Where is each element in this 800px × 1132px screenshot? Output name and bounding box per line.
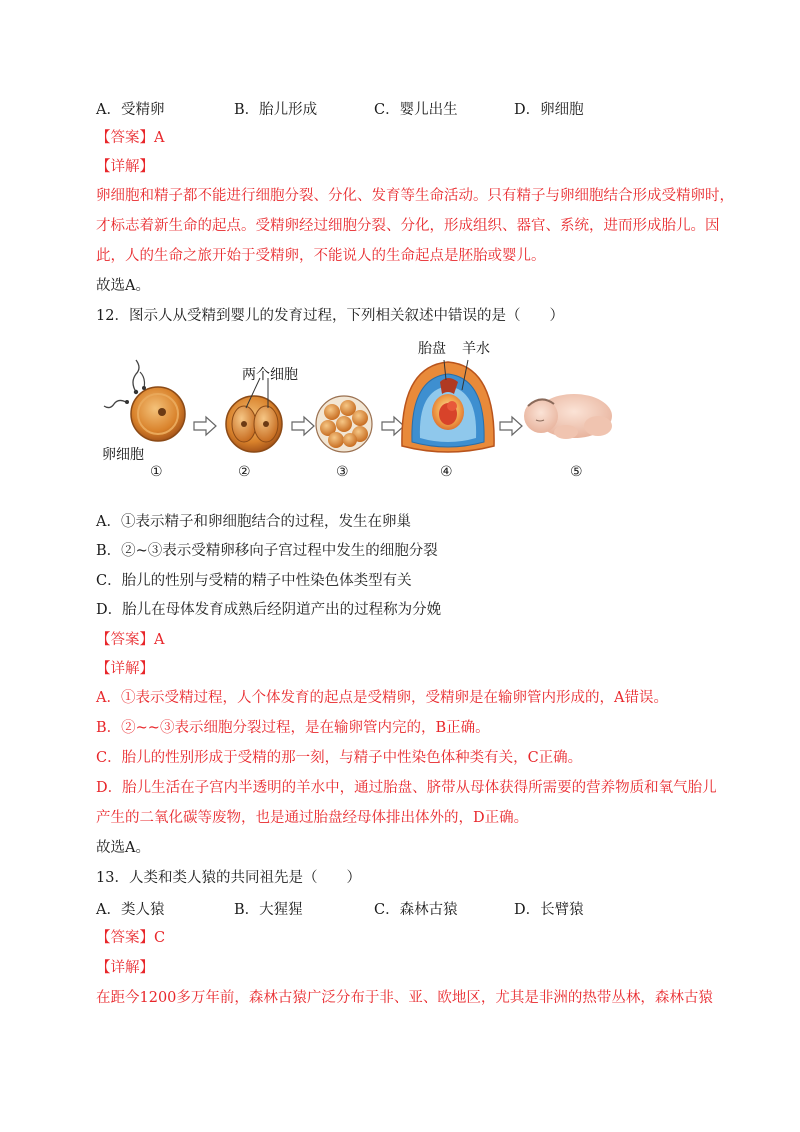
development-illustration — [96, 334, 636, 484]
q12-stem: 12．图示人从受精到婴儿的发育过程，下列相关叙述中错误的是（ ） — [96, 308, 564, 324]
q11-option-a: A．受精卵 — [96, 102, 165, 118]
q13-stem: 13．人类和类人猿的共同祖先是（ ） — [96, 870, 361, 886]
q11-option-c: C．婴儿出生 — [374, 102, 458, 118]
q12-option-c: C．胎儿的性别与受精的精子中性染色体类型有关 — [96, 573, 412, 589]
label-placenta: 胎盘 — [418, 341, 446, 357]
q12-detail-line: B．②~~③表示细胞分裂过程，是在输卵管内完的，B正确。 — [96, 720, 490, 736]
q13-detail-line: 在距今1200多万年前，森林古猿广泛分布于非、亚、欧地区，尤其是非洲的热带丛林，森林古猿 — [96, 990, 713, 1006]
q11-detail-line: 此，人的生命之旅开始于受精卵，不能说人的生命起点是胚胎或婴儿。 — [96, 248, 546, 264]
step-number: ⑤ — [570, 464, 583, 480]
q12-option-b: B．②~③表示受精卵移向子宫过程中发生的细胞分裂 — [96, 543, 438, 559]
q12-detail-line: A．①表示受精过程，人个体发育的起点是受精卵，受精卵是在输卵管内形成的，A错误。 — [96, 690, 668, 706]
label-amniotic-fluid: 羊水 — [462, 341, 490, 357]
development-figure — [96, 334, 636, 484]
q11-answer — [96, 128, 164, 148]
step-number: ③ — [336, 464, 349, 480]
q12-answer — [96, 630, 164, 650]
stage-4-uterus — [402, 360, 494, 452]
q11-detail-line: 卵细胞和精子都不能进行细胞分裂、分化、发育等生命活动。只有精子与卵细胞结合形成受精卵时， — [96, 188, 734, 204]
q11-detail-label: 【详解】 — [96, 159, 154, 175]
q11-answer-label: 【答案】 — [96, 130, 154, 146]
q13-option-a: A．类人猿 — [96, 902, 165, 918]
stage-5-baby — [524, 394, 612, 439]
stage-3-morula — [316, 396, 372, 452]
arrow-icon — [500, 417, 522, 435]
q11-option-d: D．卵细胞 — [514, 102, 584, 118]
q13-answer-label: 【答案】 — [96, 930, 154, 946]
q13-option-d: D．长臂猿 — [514, 902, 584, 918]
q13-option-c: C．森林古猿 — [374, 902, 458, 918]
q12-answer-label: 【答案】 — [96, 632, 154, 648]
q11-detail-line: 才标志着新生命的起点。受精卵经过细胞分裂、分化，形成组织、器官、系统，进而形成胎儿。因 — [96, 218, 720, 234]
stage-1-egg — [104, 360, 185, 441]
step-number: ④ — [440, 464, 453, 480]
step-number: ② — [238, 464, 251, 480]
q12-detail-line: D．胎儿生活在子宫内半透明的羊水中，通过胎盘、脐带从母体获得所需要的营养物质和氧气胎儿 — [96, 780, 717, 796]
arrow-icon — [292, 417, 314, 435]
label-egg-cell: 卵细胞 — [102, 447, 144, 463]
q13-option-b: B．大猩猩 — [234, 902, 303, 918]
q12-detail-label: 【详解】 — [96, 661, 154, 677]
label-two-cells: 两个细胞 — [242, 367, 298, 383]
q13-answer-value: C — [154, 930, 166, 946]
arrow-icon — [194, 417, 216, 435]
q12-detail-line: C．胎儿的性别形成于受精的那一刻，与精子中性染色体种类有关，C正确。 — [96, 750, 583, 766]
q11-conclusion: 故选A。 — [96, 278, 150, 294]
arrow-icon — [382, 417, 404, 435]
q12-answer-value: A — [154, 632, 165, 648]
stage-2-two-cells — [226, 378, 282, 452]
q12-option-d: D．胎儿在母体发育成熟后经阴道产出的过程称为分娩 — [96, 602, 442, 618]
q13-answer — [96, 928, 165, 948]
q11-option-b: B．胎儿形成 — [234, 102, 318, 118]
q12-conclusion: 故选A。 — [96, 840, 150, 856]
step-number: ① — [150, 464, 163, 480]
q13-detail-label: 【详解】 — [96, 960, 154, 976]
q12-option-a: A．①表示精子和卵细胞结合的过程，发生在卵巢 — [96, 514, 411, 530]
q11-answer-value: A — [154, 130, 165, 146]
q12-detail-line: 产生的二氧化碳等废物，也是通过胎盘经母体排出体外的，D正确。 — [96, 810, 529, 826]
